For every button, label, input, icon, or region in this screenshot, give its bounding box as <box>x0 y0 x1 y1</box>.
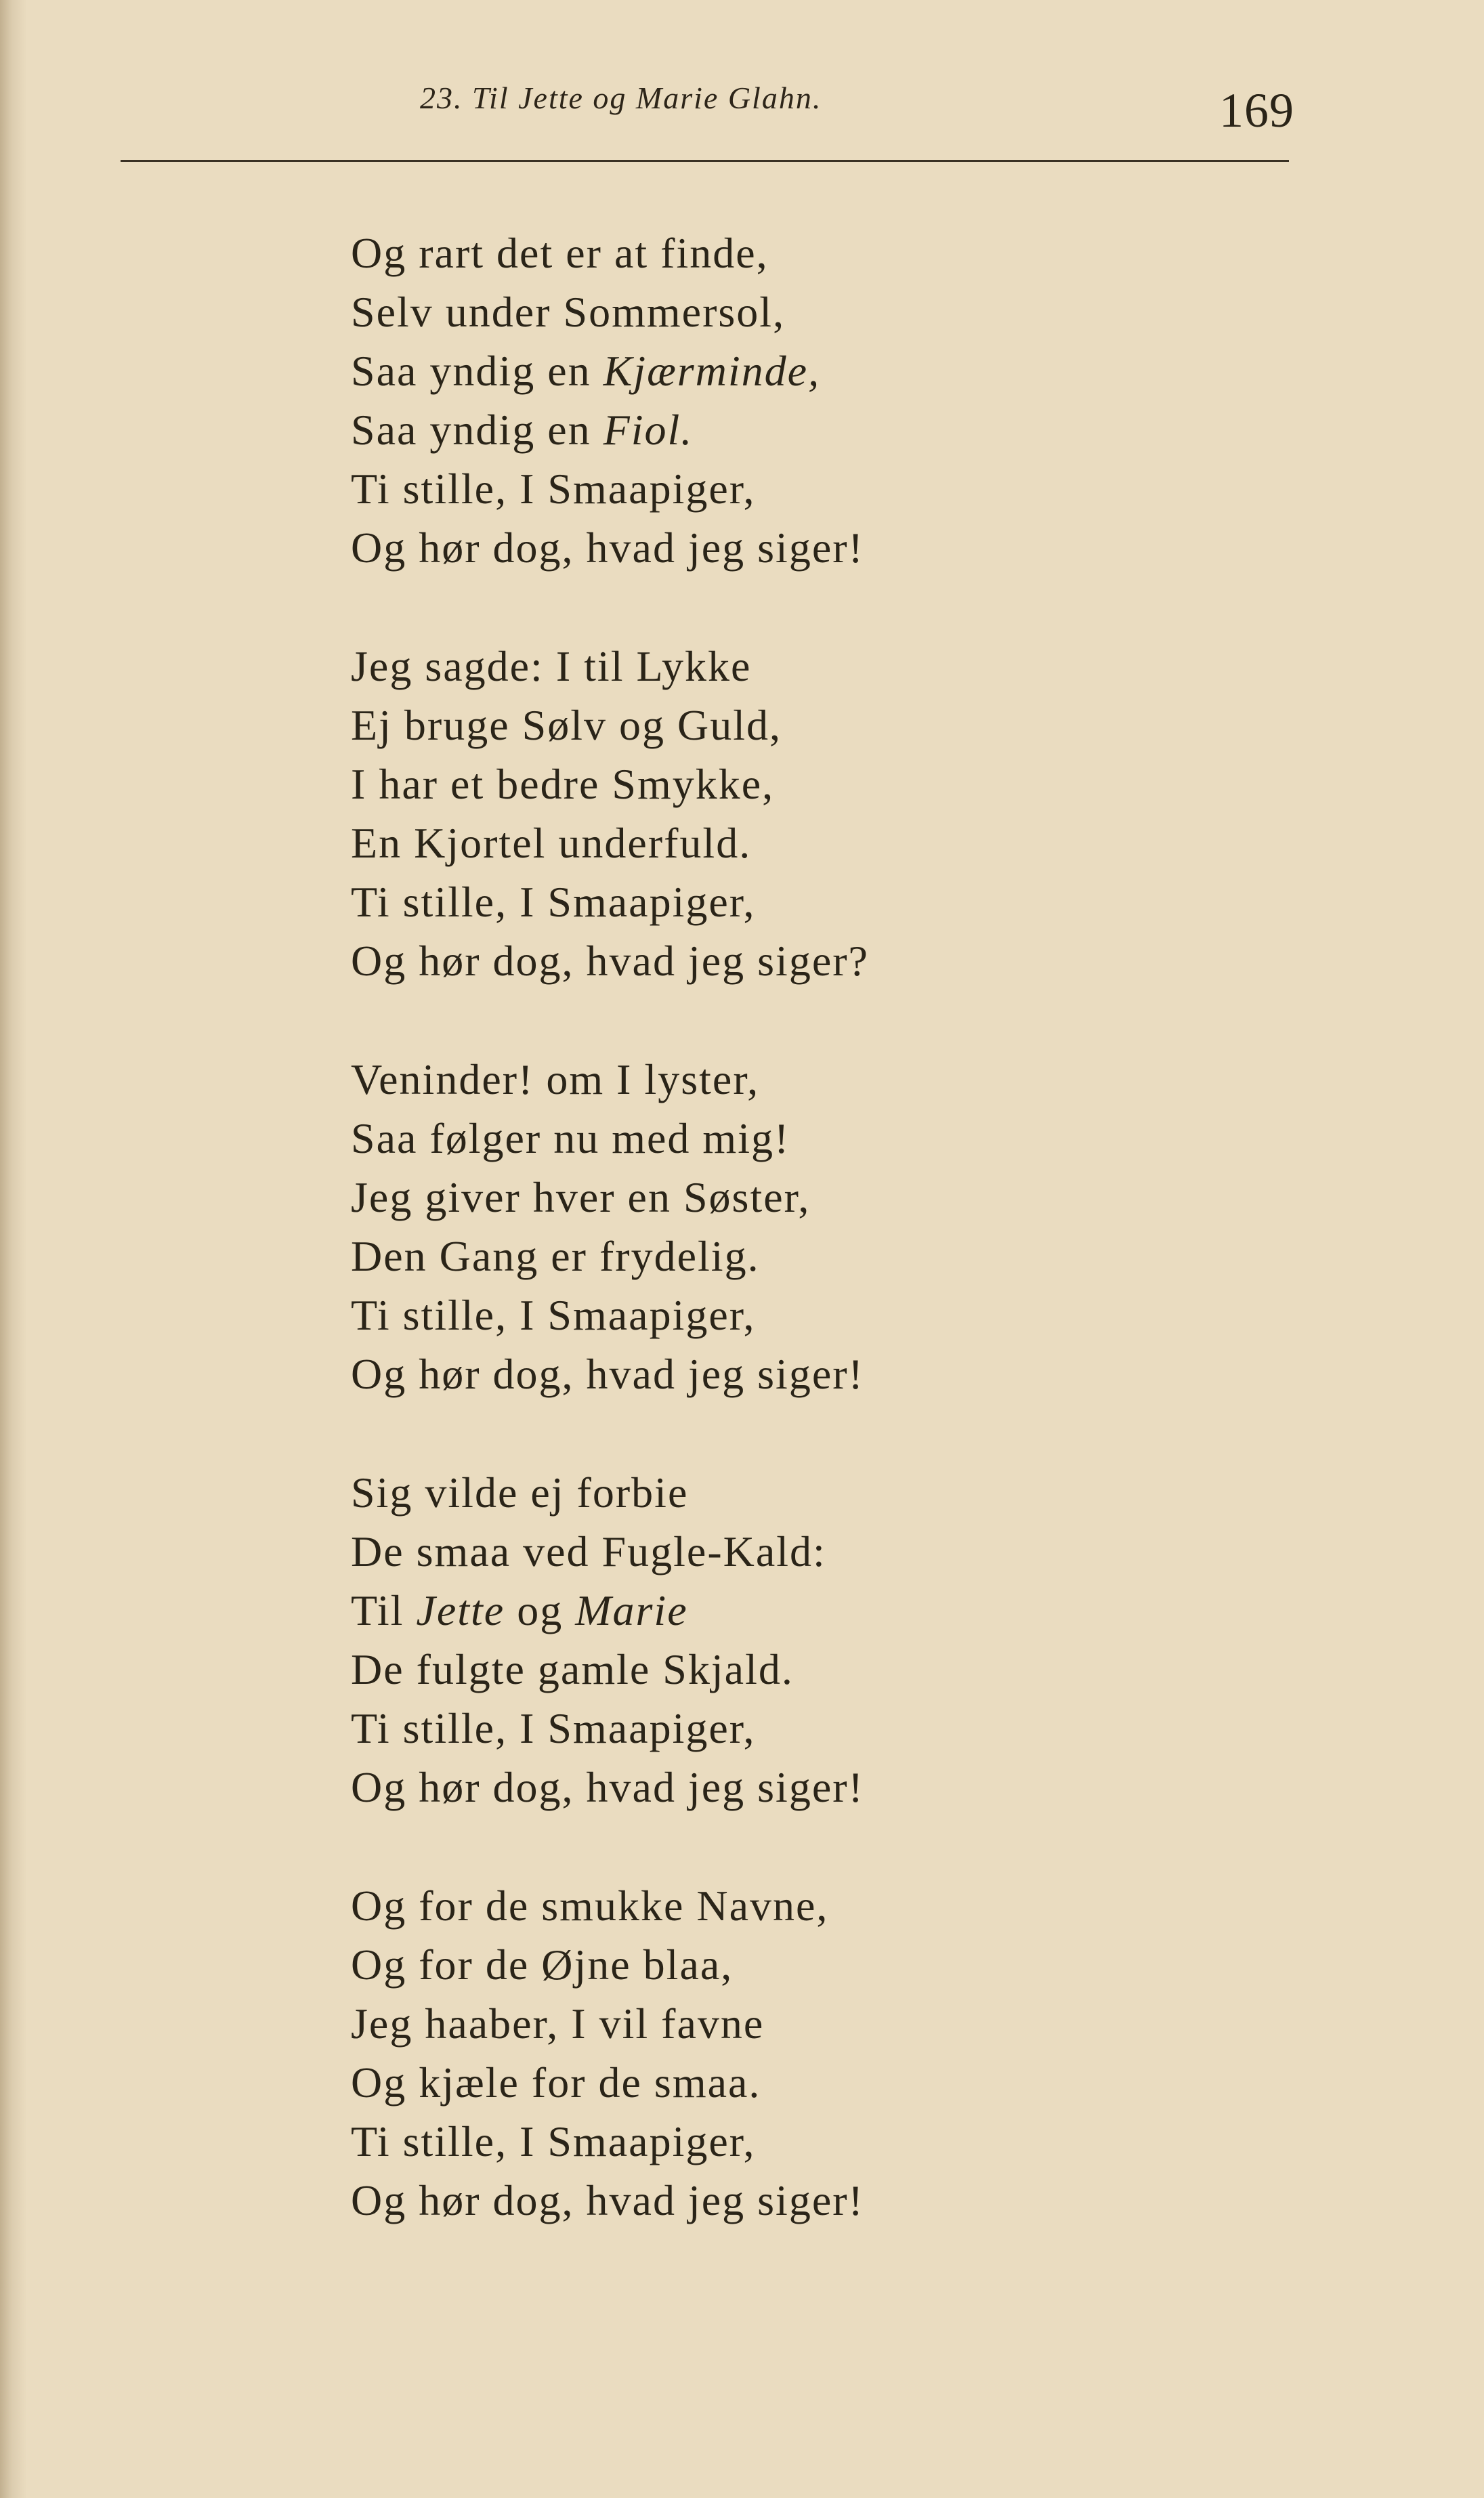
poem-line: Ti stille, I Smaapiger, <box>351 1291 756 1339</box>
poem-line: Den Gang er frydelig. <box>351 1232 760 1280</box>
poem <box>351 224 1367 2230</box>
poem-line: Jeg giver hver en Søster, <box>351 1173 811 1221</box>
poem-line: Saa yndig en Fiol. <box>351 406 694 454</box>
running-title: 23. Til Jette og Marie Glahn. <box>420 81 822 115</box>
poem-line: Ti stille, I Smaapiger, <box>351 2117 756 2165</box>
italic-word: Fiol. <box>603 406 694 454</box>
italic-name-marie: Marie <box>575 1586 688 1634</box>
poem-line: Og hør dog, hvad jeg siger! <box>351 1763 864 1811</box>
poem-line: Og rart det er at finde, <box>351 229 769 277</box>
poem-line: Saa følger nu med mig! <box>351 1114 790 1162</box>
poem-line: Ej bruge Sølv og Guld, <box>351 701 782 749</box>
stanza-3 <box>351 1050 1367 1403</box>
poem-line: Jeg sagde: I til Lykke <box>351 642 752 690</box>
poem-line: Saa yndig en Kjærminde, <box>351 347 821 395</box>
stanza-2 <box>351 637 1367 990</box>
poem-line: Og hør dog, hvad jeg siger! <box>351 524 864 572</box>
poem-line: De smaa ved Fugle-Kald: <box>351 1527 826 1575</box>
poem-line: Selv under Sommersol, <box>351 288 786 336</box>
stanza-4 <box>351 1463 1367 1817</box>
poem-line: Ti stille, I Smaapiger, <box>351 465 756 513</box>
poem-line: De fulgte gamle Skjald. <box>351 1645 794 1693</box>
poem-line: Sig vilde ej forbie <box>351 1468 689 1517</box>
italic-word: Kjærminde, <box>603 347 821 395</box>
poem-line: Og kjæle for de smaa. <box>351 2058 761 2107</box>
poem-line: Ti stille, I Smaapiger, <box>351 878 756 926</box>
poem-line: En Kjortel underfuld. <box>351 819 752 867</box>
stanza-1 <box>351 224 1367 577</box>
page-number: 169 <box>1219 83 1294 137</box>
italic-name-jette: Jette <box>416 1586 505 1634</box>
poem-line: Veninder! om I lyster, <box>351 1055 760 1103</box>
poem-line: I har et bedre Smykke, <box>351 760 775 808</box>
poem-line: Jeg haaber, I vil favne <box>351 1999 765 2048</box>
poem-line: Til Jette og Marie <box>351 1586 688 1634</box>
poem-line: Og for de smukke Navne, <box>351 1882 829 1930</box>
stanza-5 <box>351 1876 1367 2230</box>
poem-line: Og hør dog, hvad jeg siger! <box>351 1350 864 1398</box>
poem-line: Og for de Øjne blaa, <box>351 1941 734 1989</box>
poem-line: Og hør dog, hvad jeg siger? <box>351 937 869 985</box>
poem-line: Og hør dog, hvad jeg siger! <box>351 2176 864 2224</box>
header-rule <box>121 160 1289 162</box>
poem-line: Ti stille, I Smaapiger, <box>351 1704 756 1752</box>
